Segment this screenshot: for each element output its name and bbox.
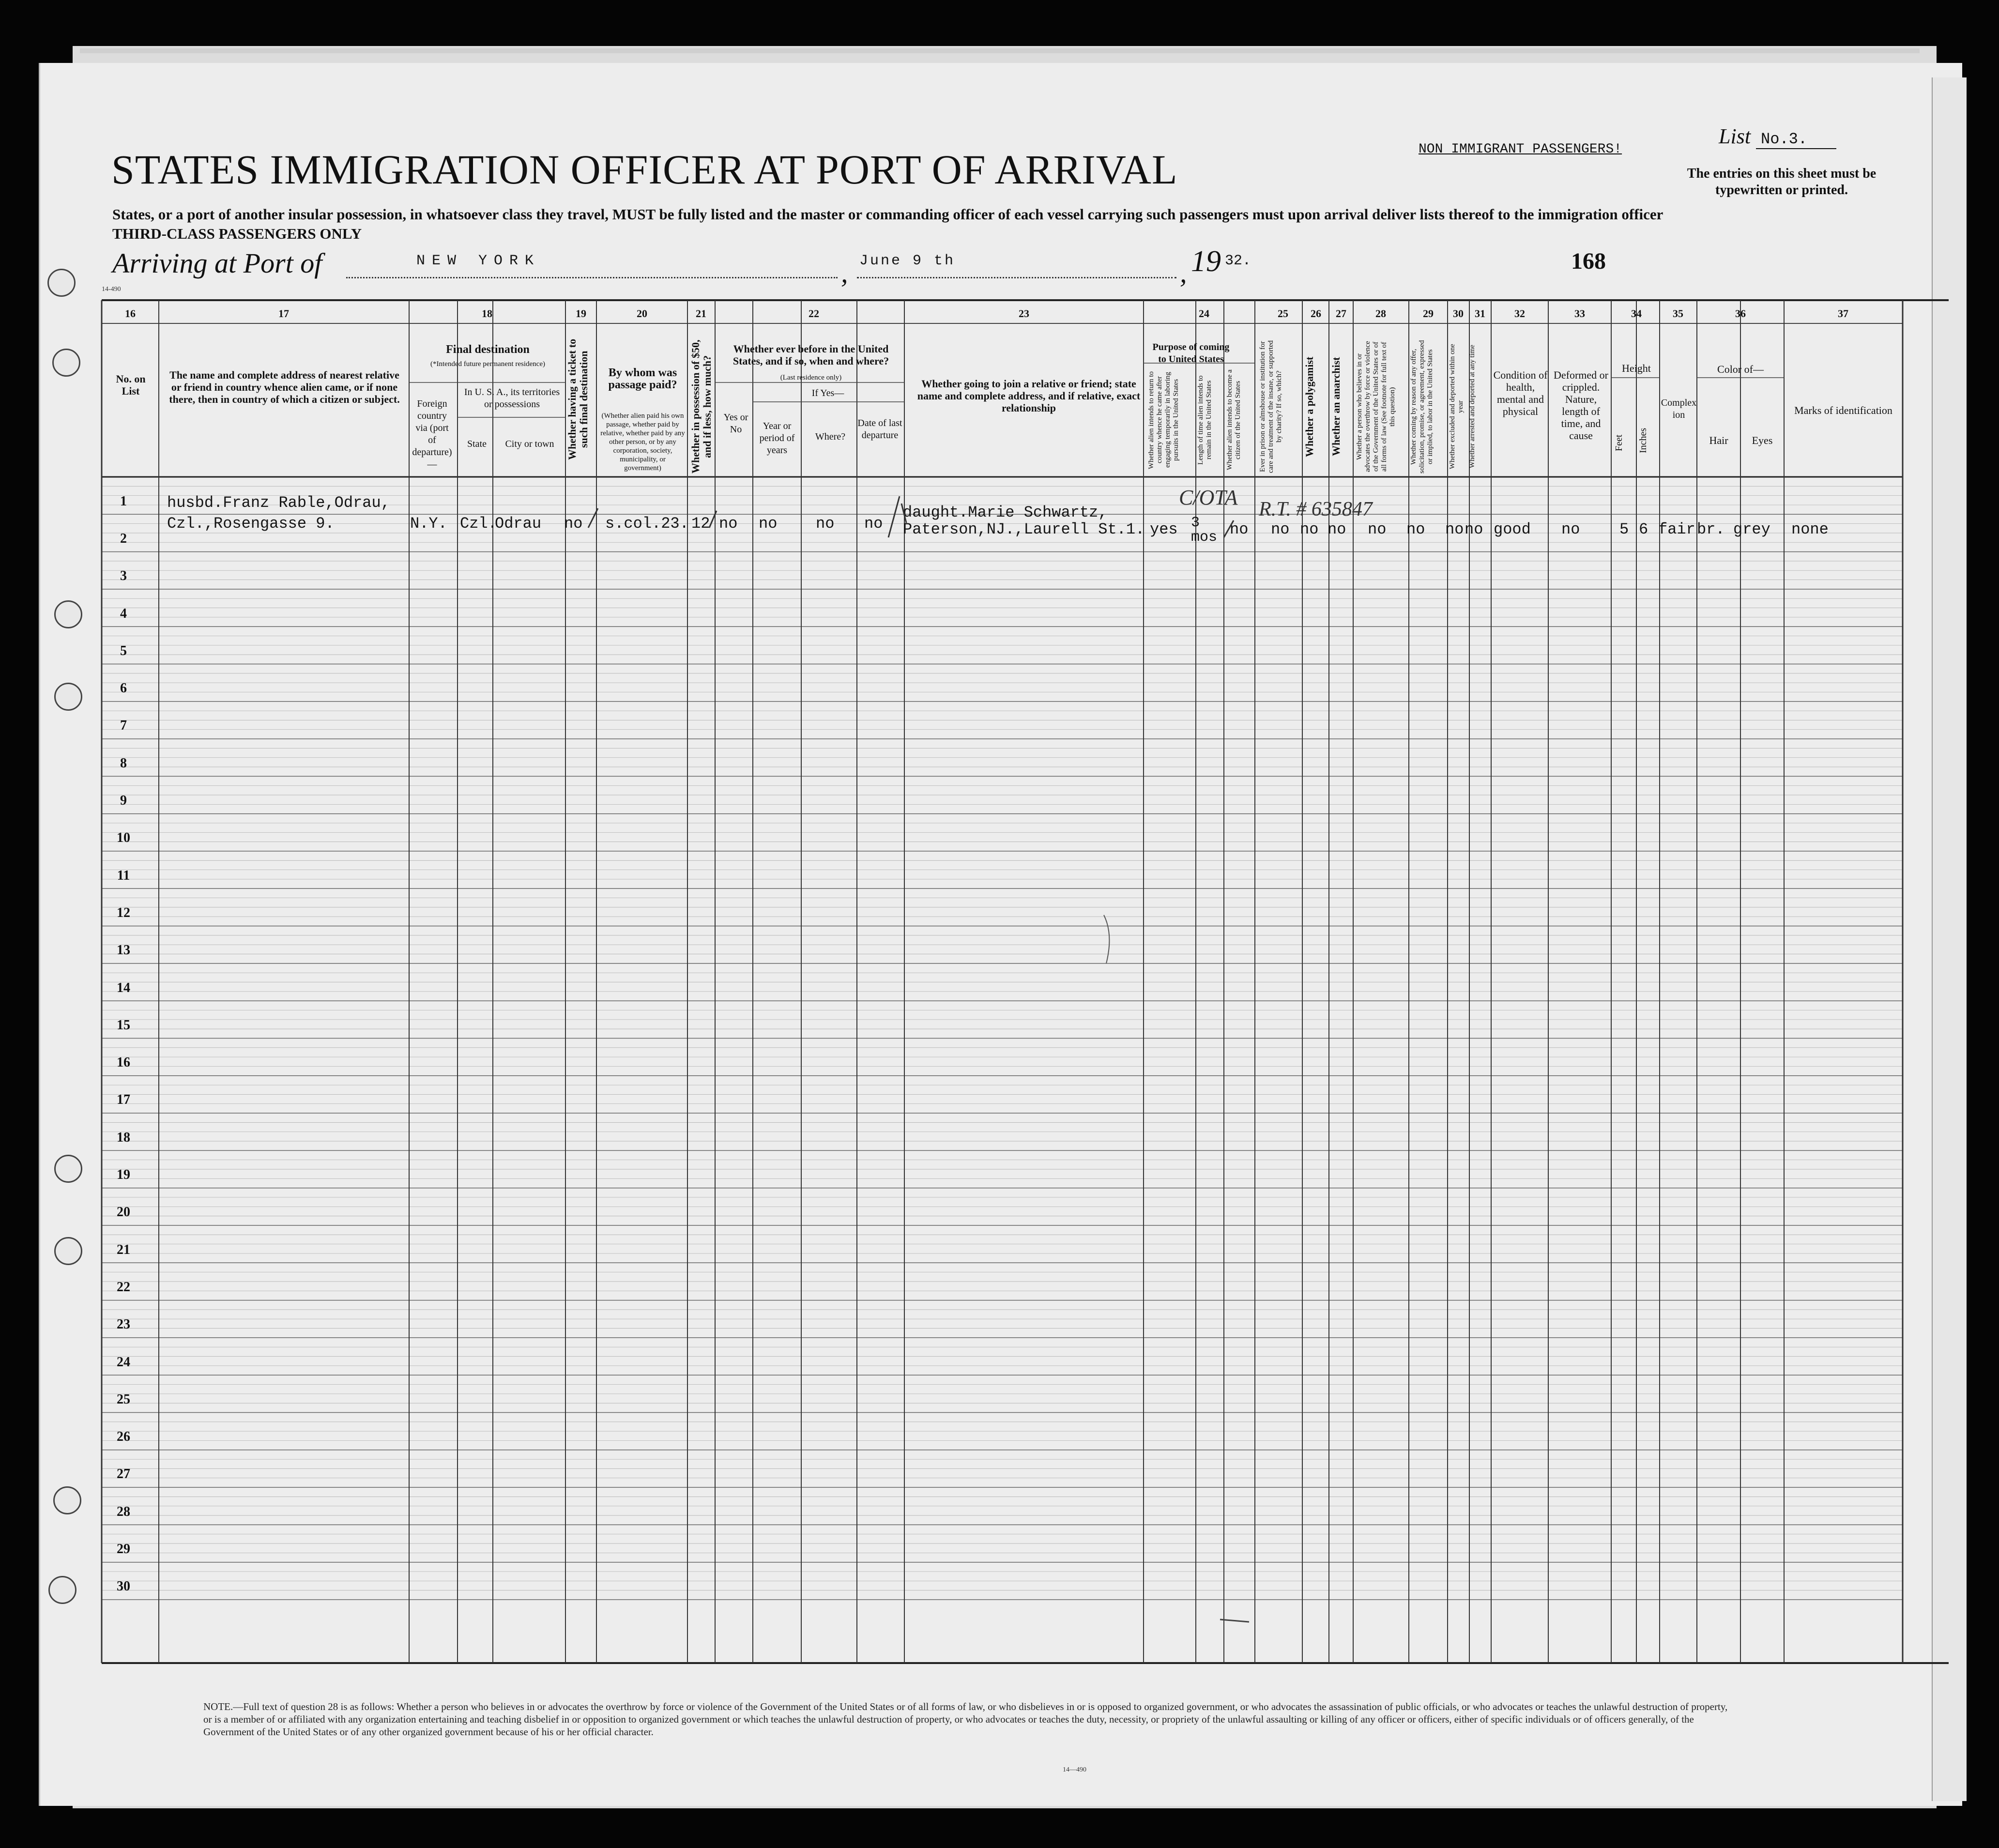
overthrow-cell: no: [1368, 520, 1387, 538]
city-header: City or town: [505, 439, 554, 449]
relative-address-line1: husbd.Franz Rable,Odrau,: [167, 494, 390, 512]
ticket-cell: no: [564, 515, 583, 533]
excluded-header: Whether excluded and deported within one year: [1449, 344, 1465, 470]
overthrow-header: Whether a person who believes in or advocates the overthrow by force or violence of the Government of the United States or of all forms of law (See footnote for full text of this question): [1356, 341, 1396, 473]
row-number: 16: [117, 1055, 130, 1070]
citizen-header: Whether alien intends to become a citizen of the United States: [1226, 369, 1242, 471]
ever-before-cell: no: [719, 515, 738, 533]
row-number: 15: [117, 1017, 130, 1033]
column-number: 19: [576, 307, 586, 320]
deformed-cell: no: [1561, 520, 1580, 538]
non-immigrant-stamp: NON IMMIGRANT PASSENGERS!: [1419, 142, 1622, 157]
column-number: 24: [1199, 307, 1209, 320]
row-number: 14: [117, 980, 130, 995]
offer-labor-header: Whether coming by reason of any offer, solicitation, promise, or agreement, expressed or implied, to labor in the United States: [1410, 340, 1434, 473]
prison-header: Ever in prison or almshouse or institution for care and treatment of the insane, or supported by charity? If so, which?: [1259, 340, 1283, 473]
row-number: 22: [117, 1279, 130, 1295]
arrested-header: Whether arrested and deported at any time: [1468, 345, 1476, 469]
column-number: 29: [1423, 307, 1434, 320]
relative-address-line2: Czl.,Rosengasse 9.: [167, 515, 335, 533]
column-number: 32: [1514, 307, 1525, 320]
anarchist-cell: no: [1328, 520, 1346, 538]
form-number: 14-490: [102, 286, 121, 293]
prison-cell: no: [1271, 520, 1290, 538]
date-departure-cell: no: [864, 515, 883, 533]
column-number: 22: [809, 307, 819, 320]
passage-paid-sub: (Whether alien paid his own passage, whether paid by relative, whether paid by any other person, or by any corporation, society, municipality, or government): [600, 412, 685, 472]
join-line1: daught.Marie Schwartz,: [903, 504, 1108, 521]
column-number: 23: [1019, 307, 1029, 320]
money-cell: 12: [691, 515, 710, 533]
arriving-label: Arriving at Port of: [112, 247, 322, 279]
years-cell: no: [759, 515, 778, 533]
list-label: List: [1719, 124, 1751, 148]
where-cell: no: [816, 515, 835, 533]
health-cell: good: [1494, 520, 1531, 538]
column-number: 28: [1375, 307, 1386, 320]
year-prefix: 19: [1191, 245, 1221, 278]
column-number: 33: [1574, 307, 1585, 320]
row-number: 25: [117, 1391, 130, 1407]
row-number: 12: [117, 905, 130, 920]
row-number: 2: [120, 531, 127, 546]
annotation-reentry: R.T. # 635847: [1259, 498, 1373, 520]
purpose-header: Purpose of coming to United States: [1152, 342, 1230, 365]
row-number: 27: [117, 1466, 130, 1482]
complexion-header: Complexion: [1661, 397, 1697, 420]
ever-before-sub: (Last residence only): [780, 374, 842, 382]
page-number: 168: [1571, 248, 1606, 274]
marks-header: Marks of identification: [1794, 404, 1892, 416]
row-number: 13: [117, 943, 130, 958]
footer-form-number: 14—490: [1063, 1766, 1086, 1773]
page-title: STATES IMMIGRATION OFFICER AT PORT OF ARRIVAL: [111, 146, 1178, 193]
row-number: 7: [120, 718, 127, 733]
passage-paid-header: By whom was passage paid?: [608, 367, 677, 391]
arrested-cell: no: [1465, 520, 1483, 538]
if-yes-header: If Yes—: [811, 388, 844, 398]
where-header: Where?: [815, 431, 846, 442]
instructions-text: States, or a port of another insular possession, in whatsoever class they travel, MUST be fully listed and the master or commanding officer of each vessel carrying such passengers must upon arrival deliver lists thereof to the immigration officer: [112, 206, 1663, 223]
length-stay-cell: 3 mos: [1191, 515, 1218, 546]
row-number: 17: [117, 1092, 130, 1108]
date-value: June 9 th: [859, 253, 956, 269]
complexion-cell: fair: [1658, 520, 1695, 538]
row-number: 11: [117, 868, 130, 883]
column-number: 18: [482, 307, 492, 320]
polygamist-header: Whether a polygamist: [1303, 356, 1315, 457]
list-value: No.3.: [1756, 130, 1836, 149]
row-number: 4: [120, 606, 127, 621]
join-line2: Paterson,NJ.,Laurell St.1.: [903, 520, 1145, 538]
row-number: 18: [117, 1130, 130, 1145]
money-header: Whether in possession of $50, and if less, how much?: [689, 339, 713, 474]
row-number: 30: [117, 1579, 130, 1594]
usa-header: In U. S. A., its territories or possessions: [464, 387, 560, 410]
row-number: 3: [120, 568, 127, 584]
foreign-country-cell: N.Y.: [410, 515, 447, 533]
column-number: 26: [1311, 307, 1321, 320]
deformed-header: Deformed or crippled. Nature, length of time, and cause: [1553, 369, 1608, 442]
length-stay-header: Length of time alien intends to remain in the United States: [1197, 375, 1213, 465]
column-number: 16: [125, 307, 136, 320]
hair-cell: br.: [1697, 520, 1725, 538]
yes-no-header: Yes or No: [723, 412, 748, 435]
paid-by-cell: s.col.23.: [605, 515, 689, 533]
health-header: Condition of health, mental and physical: [1493, 369, 1548, 417]
eyes-cell: grey: [1733, 520, 1770, 538]
year-suffix: 32.: [1225, 253, 1251, 269]
column-number: 27: [1336, 307, 1346, 320]
annotation-purpose: C/OTA: [1179, 486, 1238, 509]
column-number: 34: [1631, 307, 1642, 320]
no-on-list-header: No. on List: [116, 373, 146, 397]
port-value: NEW YORK: [416, 253, 541, 269]
state-header: State: [467, 439, 487, 449]
anarchist-header: Whether an anarchist: [1330, 357, 1342, 457]
row-number: 5: [120, 643, 127, 658]
state-cell: Czl.: [460, 515, 497, 533]
date-departure-header: Date of last departure: [857, 418, 902, 441]
row-number: 8: [120, 755, 127, 771]
feet-header: Feet: [1614, 434, 1624, 452]
color-header: Color of—: [1717, 363, 1764, 375]
feet-cell: 5: [1619, 520, 1629, 538]
years-header: Year or period of years: [759, 421, 795, 456]
row-number: 24: [117, 1354, 130, 1370]
height-header: Height: [1622, 362, 1651, 374]
column-number: 20: [637, 307, 647, 320]
row-number: 23: [117, 1317, 130, 1332]
final-destination-sub: (*Intended future permanent residence): [430, 360, 545, 368]
comma-sep: ,: [1180, 257, 1187, 289]
column-number: 35: [1673, 307, 1683, 320]
column-number: 36: [1735, 307, 1746, 320]
column-number: 37: [1838, 307, 1848, 320]
row-number: 28: [117, 1504, 130, 1519]
inches-cell: 6: [1639, 520, 1648, 538]
purpose-return-header: Whether alien intends to return to country whence he came after engaging temporarily in laboring pursuits in the United States: [1147, 371, 1180, 469]
offer-labor-cell: no: [1406, 520, 1425, 538]
eyes-header: Eyes: [1752, 434, 1773, 446]
city-cell: Odrau: [495, 515, 542, 533]
column-number: 25: [1278, 307, 1288, 320]
class-line: THIRD-CLASS PASSENGERS ONLY: [112, 225, 362, 242]
excluded-cell: no: [1445, 520, 1464, 538]
footnote: NOTE.—Full text of question 28 is as follows: Whether a person who believes in or advocates the overthrow by force or violence of the Government of the United States or of all forms of law, or who disbelieves in or is opposed to organized government, or who advocates the assassination of public officials, or who advocates or teaches the unlawful destruction of property, or is a member of or affiliated with any organization entertaining and teaching disbelief in or opposition to organized government or which teaches the unlawful destruction of property, or who advocates or teaches the duty, necessity, or propriety of the unlawful assaulting or killing of any officer or officers, either of specific individuals or of officers generally, of the Government of the United States or of any other organized government because of his or her official character.: [203, 1701, 1728, 1738]
row-number: 29: [117, 1542, 130, 1557]
row-number: 1: [120, 493, 127, 509]
ever-before-header: Whether ever before in the United States, and if so, when and where?: [732, 343, 889, 367]
column-number: 31: [1475, 307, 1485, 320]
entries-note: The entries on this sheet must be typewritten or printed.: [1687, 166, 1877, 198]
join-relative-header: Whether going to join a relative or friend; state name and complete address, and if relative, exact relationship: [917, 378, 1141, 414]
row-number: 10: [117, 830, 130, 846]
comma-sep: ,: [841, 257, 848, 289]
row-number: 26: [117, 1429, 130, 1445]
purpose-return-cell: yes: [1150, 520, 1178, 538]
citizen-cell: no: [1230, 520, 1249, 538]
ticket-header: Whether having a ticket to such final destination: [566, 338, 590, 460]
row-number: 21: [117, 1242, 130, 1257]
row-number: 19: [117, 1167, 130, 1183]
marks-cell: none: [1791, 520, 1829, 538]
row-number: 6: [120, 681, 127, 696]
relative-address-header: The name and complete address of nearest relative or friend in country whence alien came, or if none there, then in country of which a citizen or subject.: [169, 369, 400, 405]
column-number: 17: [278, 307, 289, 320]
polygamist-cell: no: [1300, 520, 1319, 538]
hair-header: Hair: [1709, 434, 1728, 446]
foreign-country-header: Foreign country via (port of departure)—: [412, 398, 452, 470]
row-number: 20: [117, 1205, 130, 1220]
column-number: 30: [1453, 307, 1464, 320]
final-destination-header: Final destination: [446, 343, 530, 356]
row-number: 9: [120, 793, 127, 809]
column-number: 21: [696, 307, 706, 320]
inches-header: Inches: [1638, 428, 1648, 454]
